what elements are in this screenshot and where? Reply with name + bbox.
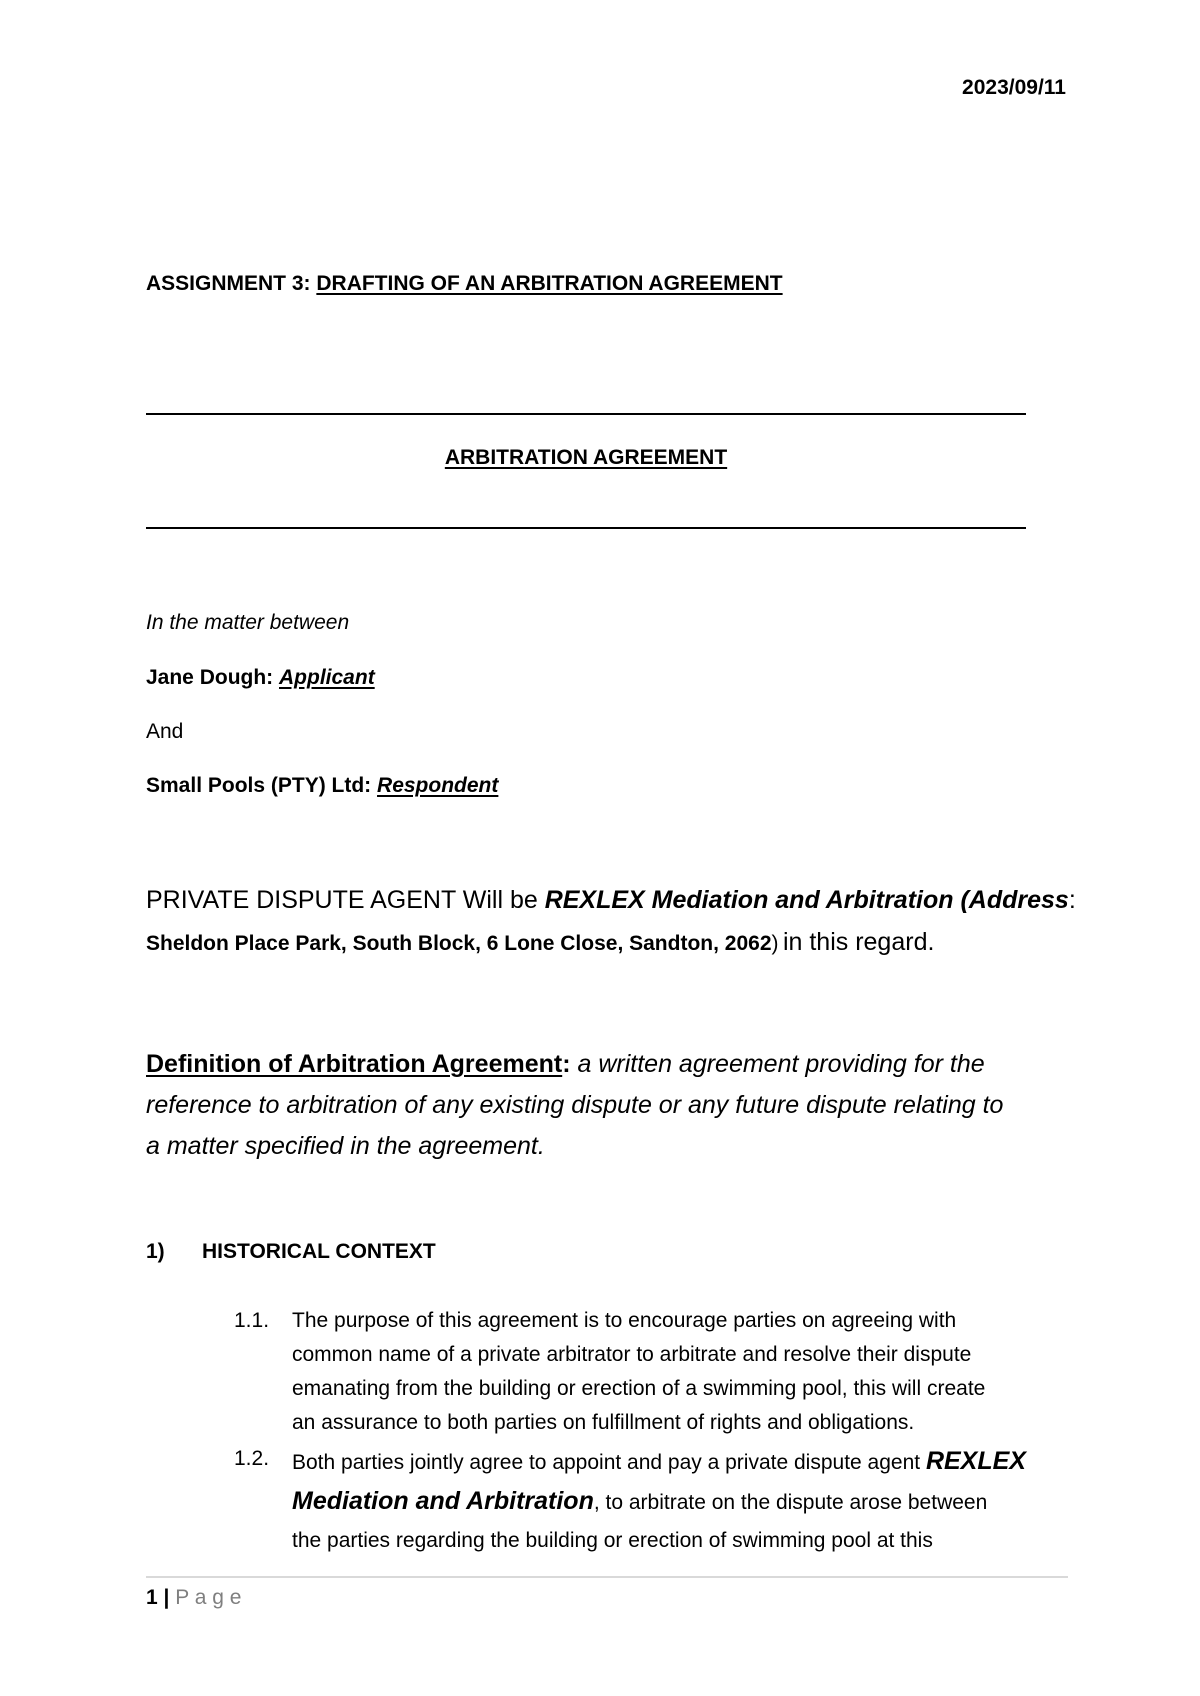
agent-lead: PRIVATE DISPUTE AGENT Will be bbox=[146, 886, 538, 914]
agreement-title: ARBITRATION AGREEMENT bbox=[444, 446, 728, 469]
item-1-2-line-1 bbox=[292, 1442, 1072, 1482]
definition-line-1 bbox=[146, 1044, 1076, 1085]
document-date: 2023/09/11 bbox=[962, 76, 1066, 99]
item-1-2-text-1: Both parties jointly agree to appoint and pay a private dispute agent bbox=[292, 1451, 921, 1474]
agent-line-1 bbox=[146, 886, 1076, 915]
agent-address: Sheldon Place Park, South Block, 6 Lone Close, Sandton, 2062 bbox=[146, 932, 772, 955]
page-label: P a g e bbox=[175, 1586, 242, 1609]
item-1-2-text-2: , to arbitrate on the dispute arose between bbox=[593, 1491, 988, 1514]
section-1-number: 1) bbox=[146, 1240, 165, 1263]
definition-colon: : bbox=[562, 1050, 571, 1078]
agent-tail: in this regard. bbox=[782, 928, 935, 956]
definition-line-3: a matter specified in the agreement. bbox=[146, 1132, 545, 1160]
item-1-1-number: 1.1. bbox=[234, 1309, 270, 1332]
footer-rule bbox=[146, 1576, 1068, 1578]
item-1-2-number: 1.2. bbox=[234, 1447, 270, 1470]
applicant-role: Applicant bbox=[279, 666, 375, 689]
applicant-line bbox=[146, 666, 375, 690]
parties-conjunction: And bbox=[146, 720, 184, 743]
applicant-name: Jane Dough: bbox=[146, 666, 274, 689]
agent-colon: : bbox=[1068, 886, 1076, 914]
respondent-role: Respondent bbox=[377, 774, 499, 797]
horizontal-rule-top bbox=[146, 413, 1026, 415]
item-1-1-line: common name of a private arbitrator to arbitrate and resolve their dispute bbox=[292, 1343, 972, 1366]
definition-term: Definition of Arbitration Agreement bbox=[146, 1050, 563, 1078]
item-1-1-line: The purpose of this agreement is to encourage parties on agreeing with bbox=[292, 1309, 957, 1332]
definition-text-1: a written agreement providing for the bbox=[577, 1050, 985, 1078]
item-1-1-text bbox=[292, 1304, 1072, 1440]
item-1-2-line-3: the parties regarding the building or erection of swimming pool at this bbox=[292, 1529, 933, 1552]
page-footer bbox=[146, 1586, 241, 1610]
agent-name: REXLEX Mediation and Arbitration (Address bbox=[544, 886, 1069, 914]
agent-paren: ) bbox=[771, 932, 779, 955]
assignment-title: DRAFTING OF AN ARBITRATION AGREEMENT bbox=[316, 272, 783, 295]
assignment-prefix: ASSIGNMENT 3: bbox=[146, 272, 311, 295]
respondent-line bbox=[146, 774, 498, 798]
item-1-2-agent-em-1: REXLEX bbox=[925, 1447, 1026, 1475]
definition-line-2: reference to arbitration of any existing dispute or any future dispute relating to bbox=[146, 1091, 1004, 1119]
item-1-1-line: emanating from the building or erection of a swimming pool, this will create bbox=[292, 1377, 986, 1400]
page-number: 1 bbox=[146, 1586, 158, 1609]
item-1-2-text bbox=[292, 1442, 1072, 1560]
horizontal-rule-bottom bbox=[146, 527, 1026, 529]
item-1-2-line-2 bbox=[292, 1482, 1072, 1522]
section-1-heading: HISTORICAL CONTEXT bbox=[202, 1240, 436, 1263]
definition-paragraph bbox=[146, 1044, 1076, 1167]
agent-line-2 bbox=[146, 928, 934, 957]
page-separator: | bbox=[163, 1586, 170, 1609]
item-1-2-agent-em-2: Mediation and Arbitration bbox=[292, 1487, 594, 1515]
item-1-1-line: an assurance to both parties on fulfillment of rights and obligations. bbox=[292, 1411, 915, 1434]
respondent-name: Small Pools (PTY) Ltd: bbox=[146, 774, 372, 797]
parties-intro: In the matter between bbox=[146, 611, 350, 634]
assignment-heading bbox=[146, 272, 783, 296]
